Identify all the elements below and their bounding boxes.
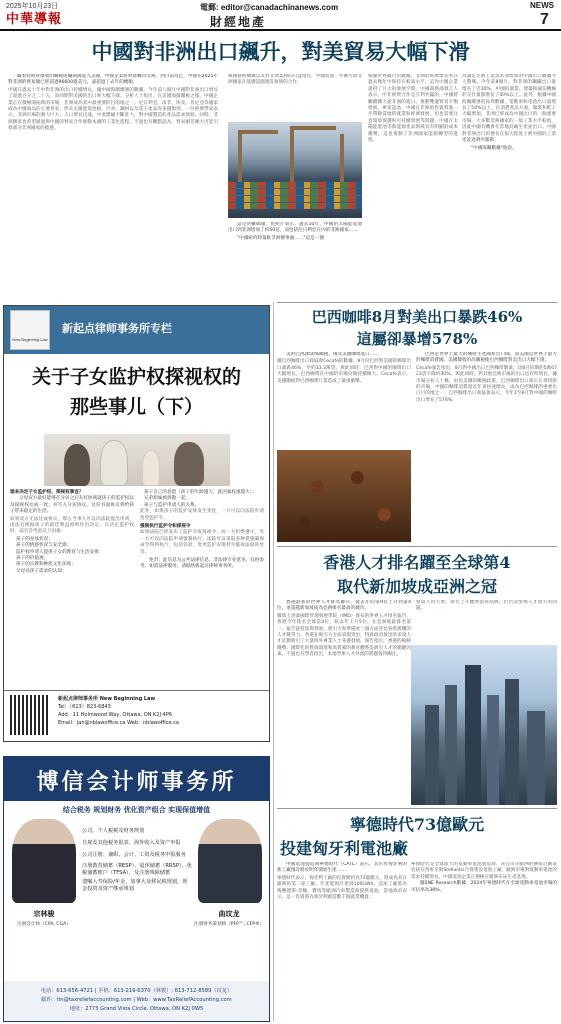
article2-col2-text: Cecafe報告指出，8月對中國出口巴西咖啡數量，比8月同期的5萬6723袋下降約30%。與此同時，對其他亞洲市場的出口也有所增長。據市場分析人士稱，由於美國的關稅政策，巴西咖啡出口商正在尋找新的市場。中國的咖啡消費量近年來快速增長，成為巴西咖啡的重要出口目的地之一。巴西咖啡出口商協會表示，今年1至8月對中國的咖啡出口增長了578%。 — [416, 365, 557, 403]
law-body-1b: 如果双方无法达成协议，那么当事人可以向法院提出申请，由法官根据孩子的最佳利益原则作出决定。在决定监护权时，法官会考虑以下因素： — [10, 516, 134, 535]
law-column-left — [10, 490, 134, 686]
article2-headline-line2: 這屬卻暴增578% — [356, 330, 478, 348]
article3-col2-text: 賢資人員大增。排名上升雖然值得高興，但仍需警惕人才流失的問題。 — [416, 600, 557, 612]
law-firm-tel: Tel：（613）823-6843 — [58, 704, 111, 710]
law-column-right — [140, 490, 264, 686]
accounting-subtitle: 结合税务 规划财务 优化资产组合 实现保值增值 — [62, 806, 211, 814]
article4-col1-text: 寧德時代表示，匈牙利工廠的投資額約為73億歐元，將成為其在歐洲的第二座工廠，年產能預計達到100GWh。這座工廠將為梅賽德斯-奔馳、寶馬等歐洲汽車製造商提供電池。當地政府表示，這一投資將為匈牙利創造數千個就業機會。 — [277, 875, 407, 901]
article1-body: 中國在過去十年中對非洲的出口持續增長，據中國海關總署的數據，今年前八個月中國對非洲出口增長了超過百分之二十五，而同期對美國的出口則大幅下降。分析人士指出，在美國加徵關稅之後，中國企業正在積極開拓新的市場，非洲成為其中最重要的目的地之一。尼日利亞、南非、埃及、肯尼亞等國家成為中國商品的主要買家，涉及太陽能電池板、汽車、鋼材以及電子產品等多個類別。一位經濟學家表示，非洲市場的潛力巨大，人口增長迅速，中產階級不斷壯大，對中國製造的產品需求強勁。同時，非洲國家也希望通過與中國的貿易合作推動本國的工業化進程。不過也有觀點認為，貿易順差擴大可能引發部分非洲國家的擔憂。 — [8, 87, 218, 132]
article1-col5-text: 為滿足非洲工業需求而增加的中國出口數據令人驚嘆。今年前8個月，對非洲的鋼鐵出口量增長了近30%，中國的農業、建築和通信機械的交付量都增長了40%以上。此外，根據中國海關總署的每周數據，電動車和電池出口量增長了50%以上。在消費產品方面，服裝和鞋子大幅增加，非洲已經成為中國出口的一個重要市場。大多數非洲國家的一般工業水平較低，因此中國有機會在當地設廠生產並出口。中國對非洲出口的增長在很大程度上被中國的工業產能過剩所驅動。 — [462, 74, 556, 144]
article2-col2 — [416, 352, 557, 542]
law-firm-footer — [4, 690, 269, 742]
service-5: 遗嘱人寿保险/年金，加拿大及移民税规划，现金投资及资产继承规划 — [82, 879, 188, 892]
article2-headline-line1: 巴西咖啡8月對美出口暴跌46% — [311, 308, 523, 326]
article4-headline-line1: 寧德時代73億歐元 — [349, 815, 485, 834]
accounting-email-web: 邮件：tin@taxreliefaccounting.com | Web：www.TaxReliefAccounting.com — [41, 997, 232, 1003]
header-divider — [0, 29, 561, 31]
article2-bottom-rule — [277, 546, 557, 547]
law-factor-5: 孩子的宗教和种族文化环境； — [16, 562, 76, 568]
article1-bottom-rule — [277, 302, 557, 303]
accountant-name-1: 宗林骏 — [33, 909, 55, 918]
article1-headline: 中國對非洲出口飆升，對美貿易大幅下滑 — [91, 39, 470, 64]
accountant-credential-1: 注册会计师（CPA, CGA） — [17, 922, 71, 927]
law-firm-name: 新起点律师事务所 New Beginning Law — [58, 696, 156, 702]
law-question-1: 谁来决定子女监护权、探视权事宜？ — [10, 490, 84, 495]
qr-code — [10, 695, 50, 735]
accountant-credential-2: 注册财务策划师（PFP™, CFP®） — [194, 922, 265, 927]
accountant-photo-1 — [12, 819, 76, 903]
article3-headline-line2: 取代新加坡成亞洲之冠 — [336, 577, 497, 596]
article2-col1-text: 據巴西咖啡出口商協會Cecafe的數據，8月份巴西對美國的咖啡出口暴跌46%，至約33.3萬袋。與此同時，巴西對中國的咖啡出口大幅增長，巴西咖啡在中國的市場份額持續擴大。Cecafe表示，美國關稅對巴西咖啡行業造成了嚴重衝擊。 — [277, 359, 411, 384]
page-number: 7 — [540, 11, 549, 28]
family-photo — [44, 434, 230, 486]
article4-col2-text: 寧德時代是全球最大的電動車電池製造商，該公司在歐洲的擴張計劃還包括在西班牙與Stellantis合資建設電池工廠。歐洲市場對電動車電池的需求持續增長，中國電池企業正積極在歐洲布局生產基地。 — [411, 862, 557, 880]
article1-col4-text: 根據世界銀行的數據，非洲的經濟增長率在過去幾年中保持在較高水平，這為中國企業提供了巨大的發展空間。中國商務部發言人表示，中非經貿合作是互利共贏的，中國將繼續擴大從非洲的進口，推動雙邊貿易平衡發展。專家認為，中國在非洲的投資將進一步帶動當地的就業和經濟發展，但也需要注意環境保護和可持續發展等問題。中國在太陽能電池等新能源產品領域具有明顯的成本優勢，這也推動了非洲國家能源轉型的進程。 — [368, 74, 458, 144]
section-title: 財經地產 — [210, 15, 267, 29]
article3-headline-line1: 香港人才排名躍至全球第4 — [323, 553, 511, 572]
article4-lead: 中國電池製造商寧德時代（CATL）表示，其位於匈牙利的新工廠預計將於明年開始生產…… — [277, 862, 407, 874]
law-firm-band-title: 新起点律师事务所专栏 — [62, 322, 172, 335]
accounting-phone: 电话：613-656-4721 | 手机：613-219-6370（林骏）; 613-712-8589（玟龙） — [40, 988, 233, 994]
article2-lead: 美對巴西課50%關稅，傷及美國咖啡進口…… — [286, 352, 379, 357]
article1-col2 — [228, 74, 362, 120]
service-4: 注册教育储蓄（RESP）、退休储蓄（RRSP），免税储蓄账户（TFSA），及注册残障储蓄 — [82, 863, 192, 876]
article2-col1 — [277, 352, 411, 448]
article1-col1 — [8, 74, 218, 294]
law-firm-address: Add：11 Holmwood Way, Ottawa, ON K2J 4P6 — [58, 712, 172, 718]
article1-photo-caption: 這是貨櫃碼頭，仿照片表示。過去10年，中國的太陽能電池出口到非洲增加了約50倍，而包括尼日利亞在內的非洲國家…… — [228, 222, 362, 234]
article3-col2 — [416, 600, 557, 644]
law-firm-logo-text: New Beginning Law — [12, 337, 48, 342]
law-body-3: 如果法院已经发布了监护令或探视令，而一方拒绝遵守，另一方可以向法院申请强制执行。法院可以采取多种措施确保命令得到执行，包括罚款、变更监护安排甚至藐视法庭的处罚。 — [140, 530, 264, 555]
article4-col2 — [411, 862, 557, 1020]
law-body-1: 父母双方最好能够在分居之后友好协商就孩子的监护权以及探视权达成一致，并写入分居协议，这份书面协议将给孩子带来稳定的生活。 — [10, 496, 134, 515]
law-factor-9: 孩子与监护申请人的关系。 — [144, 502, 200, 508]
article1-intro: 隨着特朗普徵收的關稅阻礙兩國進入美國，中國企業將貿易轉向非洲。到目前為止，中國在2025年對非洲的貿易額已經超過96600億美元，遠超過了去年的總額。 — [8, 74, 218, 86]
hong-kong-skyline-photo — [411, 645, 557, 805]
service-2: 自雇及其他税务报表、海外收入及资产申报 — [82, 840, 181, 846]
law-firm-email: Email：jan@nblawoffice.ca Web：nblawoffice.ca — [58, 720, 179, 726]
port-photo — [228, 122, 362, 218]
article4-headline-line2: 投建匈牙利電池廠 — [279, 839, 408, 858]
accounting-address: 地址：2773 Grand Vista Circle, Ottawa, ON K2J 0W5 — [69, 1006, 204, 1012]
coffee-beans-photo — [277, 450, 411, 542]
accounting-services — [82, 825, 192, 893]
article2-para: 巴西是世界上最大的咖啡生產國和出口國，而美國是世界上最大的咖啡消費國。美國徵收的高關稅使巴西咖啡對美出口大幅下滑。 — [416, 352, 557, 364]
article4-col1 — [277, 862, 407, 1020]
law-factor-1: 孩子的身体状况； — [16, 536, 53, 542]
contact-email: 電郵: editor@canadachinanews.com — [200, 3, 339, 12]
service-1: 公司、个人税税及财务规划 — [82, 828, 145, 834]
article3-col1 — [277, 600, 411, 834]
newspaper-logo: 中華導報 — [6, 12, 63, 27]
law-factor-6: 父母对孩子需求的认知； — [16, 568, 67, 574]
accountant-name-2: 曲玟龙 — [218, 909, 240, 918]
article1-col2-lower — [228, 222, 362, 300]
law-question-2: 强制执行监护令和探视令 — [140, 524, 191, 530]
law-column-title-line2: 那些事儿（下） — [69, 396, 203, 418]
law-factor-3: 监护权申请人提供子女的教育与生活安排； — [16, 549, 104, 555]
law-column-title-line1: 关于子女监护权探视权的 — [31, 366, 241, 388]
law-firm-column-ad — [3, 305, 270, 742]
law-factor-4: 孩子的价值观； — [16, 556, 49, 562]
news-label: NEWS — [530, 1, 554, 10]
article3-bottom-rule — [277, 808, 557, 809]
article4-sub: 據SNE Research數據，2024年寧德時代在全球電動車電池市場的市佔率為38%。 — [411, 881, 557, 893]
accounting-header — [4, 757, 269, 801]
issue-date: 2025年10月23日 — [6, 3, 59, 10]
law-body-2: 此外，如果孩子的监护安排发生变化，一方可以向法院申请变更监护令。 — [140, 509, 264, 521]
accountant-photo-2 — [198, 819, 262, 903]
law-disclaimer: 免责：此信息为公共法律信息，非法律专业意见，仅供参考。如需法律服务，请联络新起点律师事务所。 — [140, 558, 264, 570]
law-factor-7: 孩子自己的意愿（孩子的年龄越大，此因素权重越大）； — [144, 490, 257, 495]
article1-col4 — [368, 74, 458, 294]
law-firm-logo — [10, 310, 50, 350]
article3-col1-text: 據瑞士洛桑國際管理發展學院（IMD）發布的世界人才排名報告，香港今年排名全球第4位，較去年上升5位，在亞洲地區排名第一。報告從投資與發展、吸引力和準備度三個方面評估各經濟體的人才競爭力。香港在吸引力方面表現突出，特區政府推出的多項人才計劃吸引了大量海外專業人士來港發展。報告指出，香港的稅制優勢、國際化的營商環境和高質素的教育體系是吸引人才的關鍵因素。不過也有學者指出，本地學術人才外流的問題值得關注。 — [277, 613, 411, 658]
law-firm-contact — [58, 695, 179, 727]
article3-lead: 香港最新的世界人才排名躍升，從去年的第9位上升到第4位，並超越新加坡成為亞洲排名最高的城市。 — [277, 600, 411, 612]
accounting-contact — [4, 981, 269, 1021]
service-3: 公司注册、兼职、会计、工资及税务申报服务 — [82, 852, 186, 858]
article1-quote: "中國紐約時報駐非洲辦事處……"這是一個 — [237, 235, 324, 241]
article1-col2-text: 韓國藝術機構以及對非洲業務的日益增長，中國將進一步擴大與非洲國家在基礎設施建設領域的合作。 — [228, 74, 362, 86]
law-factor-2: 孩子的情感状况与安全感； — [16, 543, 72, 549]
law-firm-band — [4, 306, 269, 354]
column-divider — [273, 302, 274, 1022]
law-factor-8: 兄弟姐妹被拆散一起； — [144, 496, 190, 502]
article1-closing: "中國海關數據"他說。 — [471, 146, 517, 152]
accounting-title: 博信会计师事务所 — [36, 769, 237, 795]
accounting-firm-ad — [3, 756, 270, 1022]
article1-col5 — [462, 74, 556, 300]
